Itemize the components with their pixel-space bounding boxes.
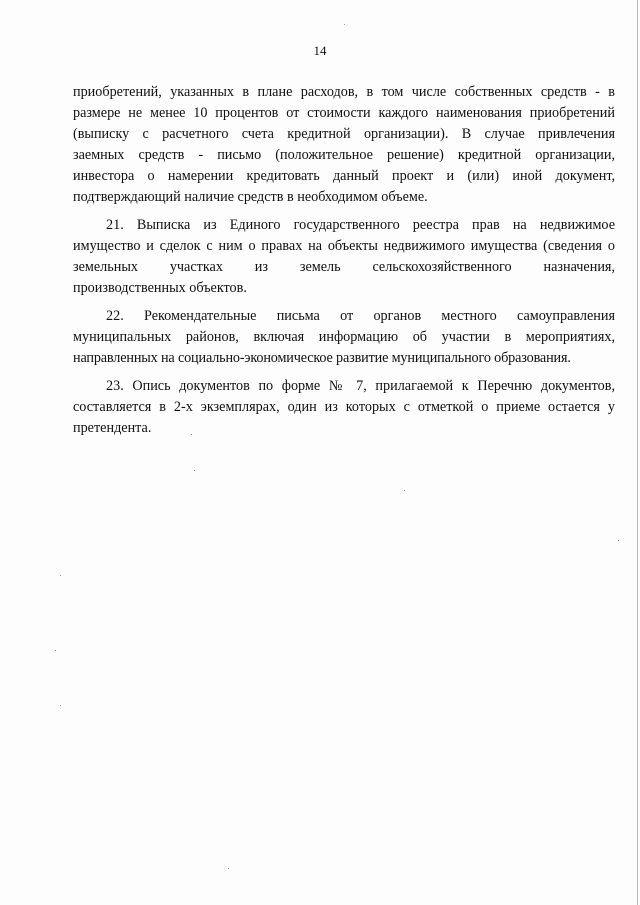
paragraph-line: 22. Рекомендательные письма от органов местного самоуправления	[106, 308, 615, 324]
paragraph-line: имущество и сделок с ним о правах на объекты недвижимого имущества (сведения о	[73, 238, 615, 254]
paragraph-line: инвестора о намерении кредитовать данный проект и (или) иной документ,	[73, 168, 615, 184]
scan-speck	[55, 650, 56, 651]
page-number: 14	[313, 43, 327, 58]
paragraph-line: приобретений, указанных в плане расходов, в том числе собственных средств - в	[73, 84, 615, 100]
scan-speck	[191, 434, 192, 435]
scan-speck	[618, 540, 619, 541]
scan-speck	[60, 705, 61, 706]
scan-speck	[344, 24, 345, 25]
scan-speck	[194, 470, 195, 471]
scan-edge-line	[637, 0, 638, 905]
paragraph-line: заемных средств - письмо (положительное решение) кредитной организации,	[73, 147, 615, 163]
paragraph-line: подтверждающий наличие средств в необходимом объеме.	[73, 189, 428, 205]
paragraph-line: размере не менее 10 процентов от стоимости каждого наименования приобретений	[73, 105, 615, 121]
paragraph-line: 23. Опись документов по форме № 7, прилагаемой к Перечню документов,	[106, 378, 615, 394]
scan-speck	[60, 575, 61, 576]
paragraph-line: производственных объектов.	[73, 280, 247, 296]
paragraph-line: муниципальных районов, включая информацию об участии в мероприятиях,	[73, 329, 615, 345]
scan-speck	[228, 868, 229, 869]
paragraph-line: (выписку с расчетного счета кредитной организации). В случае привлечения	[73, 126, 615, 142]
paragraph-line: земельных участках из земель сельскохозяйственного назначения,	[73, 259, 615, 275]
paragraph-line: направленных на социально-экономическое развитие муниципального образования.	[73, 350, 571, 366]
paragraph-line: претендента.	[73, 420, 152, 436]
paragraph-line: составляется в 2-х экземплярах, один из которых с отметкой о приеме остается у	[73, 399, 615, 415]
scan-speck	[404, 490, 405, 491]
paragraph-line: 21. Выписка из Единого государственного реестра прав на недвижимое	[106, 217, 615, 233]
